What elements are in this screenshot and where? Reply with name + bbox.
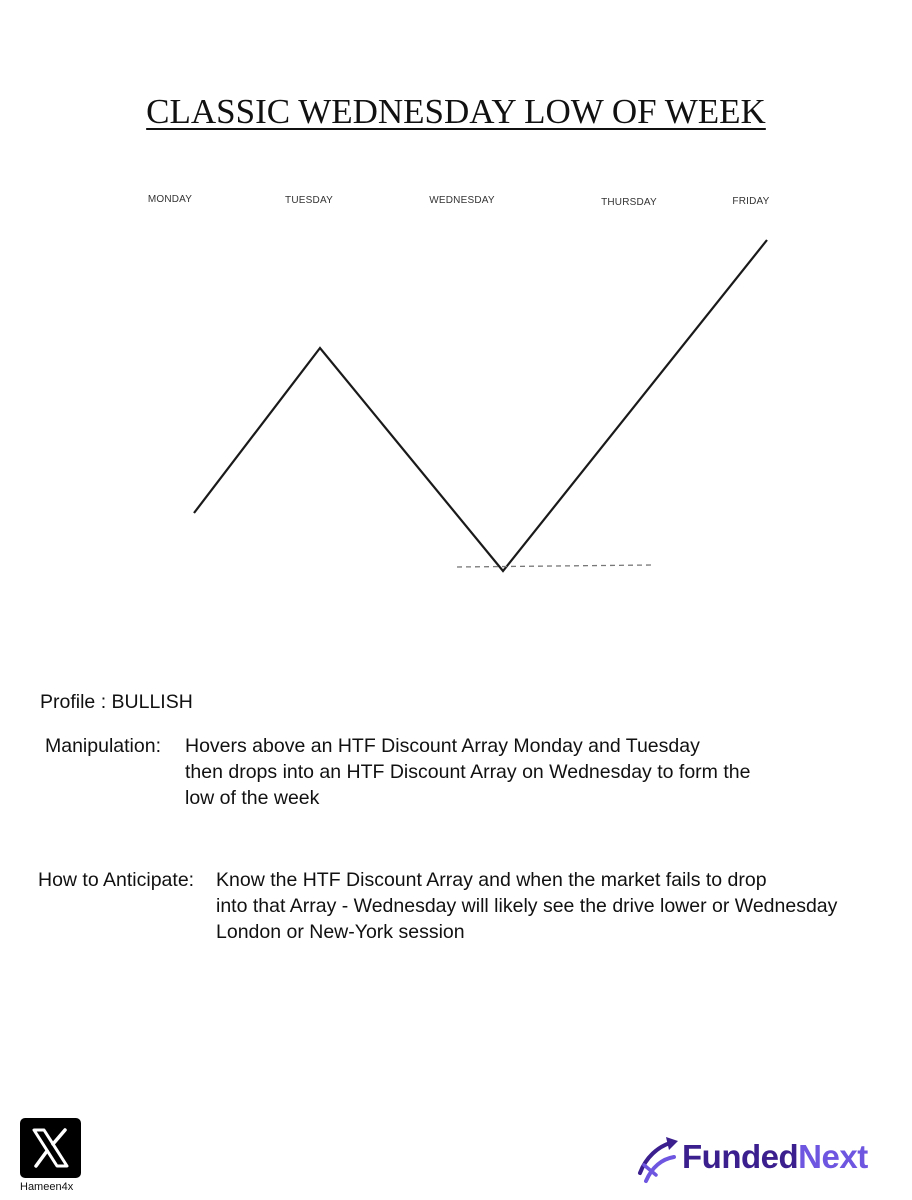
anticipate-line: London or New-York session — [216, 921, 465, 943]
fundednext-wordmark — [682, 1138, 868, 1176]
manipulation-text — [185, 733, 750, 811]
day-label-friday: FRIDAY — [732, 196, 770, 207]
brand-part-next: Next — [798, 1138, 868, 1175]
manipulation-label: Manipulation: — [45, 735, 161, 757]
x-logo-icon — [20, 1118, 81, 1178]
profile-row — [40, 689, 193, 715]
manipulation-block — [0, 733, 912, 813]
brand-part-funded: Funded — [682, 1138, 799, 1175]
page-title: CLASSIC WEDNESDAY LOW OF WEEK — [146, 92, 766, 131]
profile-label: Profile : — [40, 691, 107, 713]
author-handle: Hameen4x — [20, 1181, 74, 1193]
weekly-price-path — [194, 240, 767, 571]
fundednext-logo — [636, 1135, 898, 1185]
fundednext-logo-icon — [636, 1135, 682, 1185]
day-label-monday: MONDAY — [147, 194, 193, 205]
low-of-week-dashed-line — [457, 565, 652, 567]
anticipate-line: Know the HTF Discount Array and when the market fails to drop — [216, 869, 767, 891]
day-label-tuesday: TUESDAY — [285, 195, 333, 206]
manipulation-line: Hovers above an HTF Discount Array Monday and Tuesday — [185, 735, 700, 757]
anticipate-label: How to Anticipate: — [38, 869, 195, 891]
day-label-wednesday: WEDNESDAY — [429, 195, 495, 206]
manipulation-line: low of the week — [185, 787, 320, 809]
anticipate-block — [0, 867, 912, 947]
profile-value: BULLISH — [111, 691, 193, 713]
day-label-thursday: THURSDAY — [601, 197, 657, 208]
anticipate-line: into that Array - Wednesday will likely see the drive lower or Wednesday — [216, 895, 838, 917]
anticipate-text — [216, 867, 837, 945]
manipulation-line: then drops into an HTF Discount Array on Wednesday to form the — [185, 761, 751, 783]
